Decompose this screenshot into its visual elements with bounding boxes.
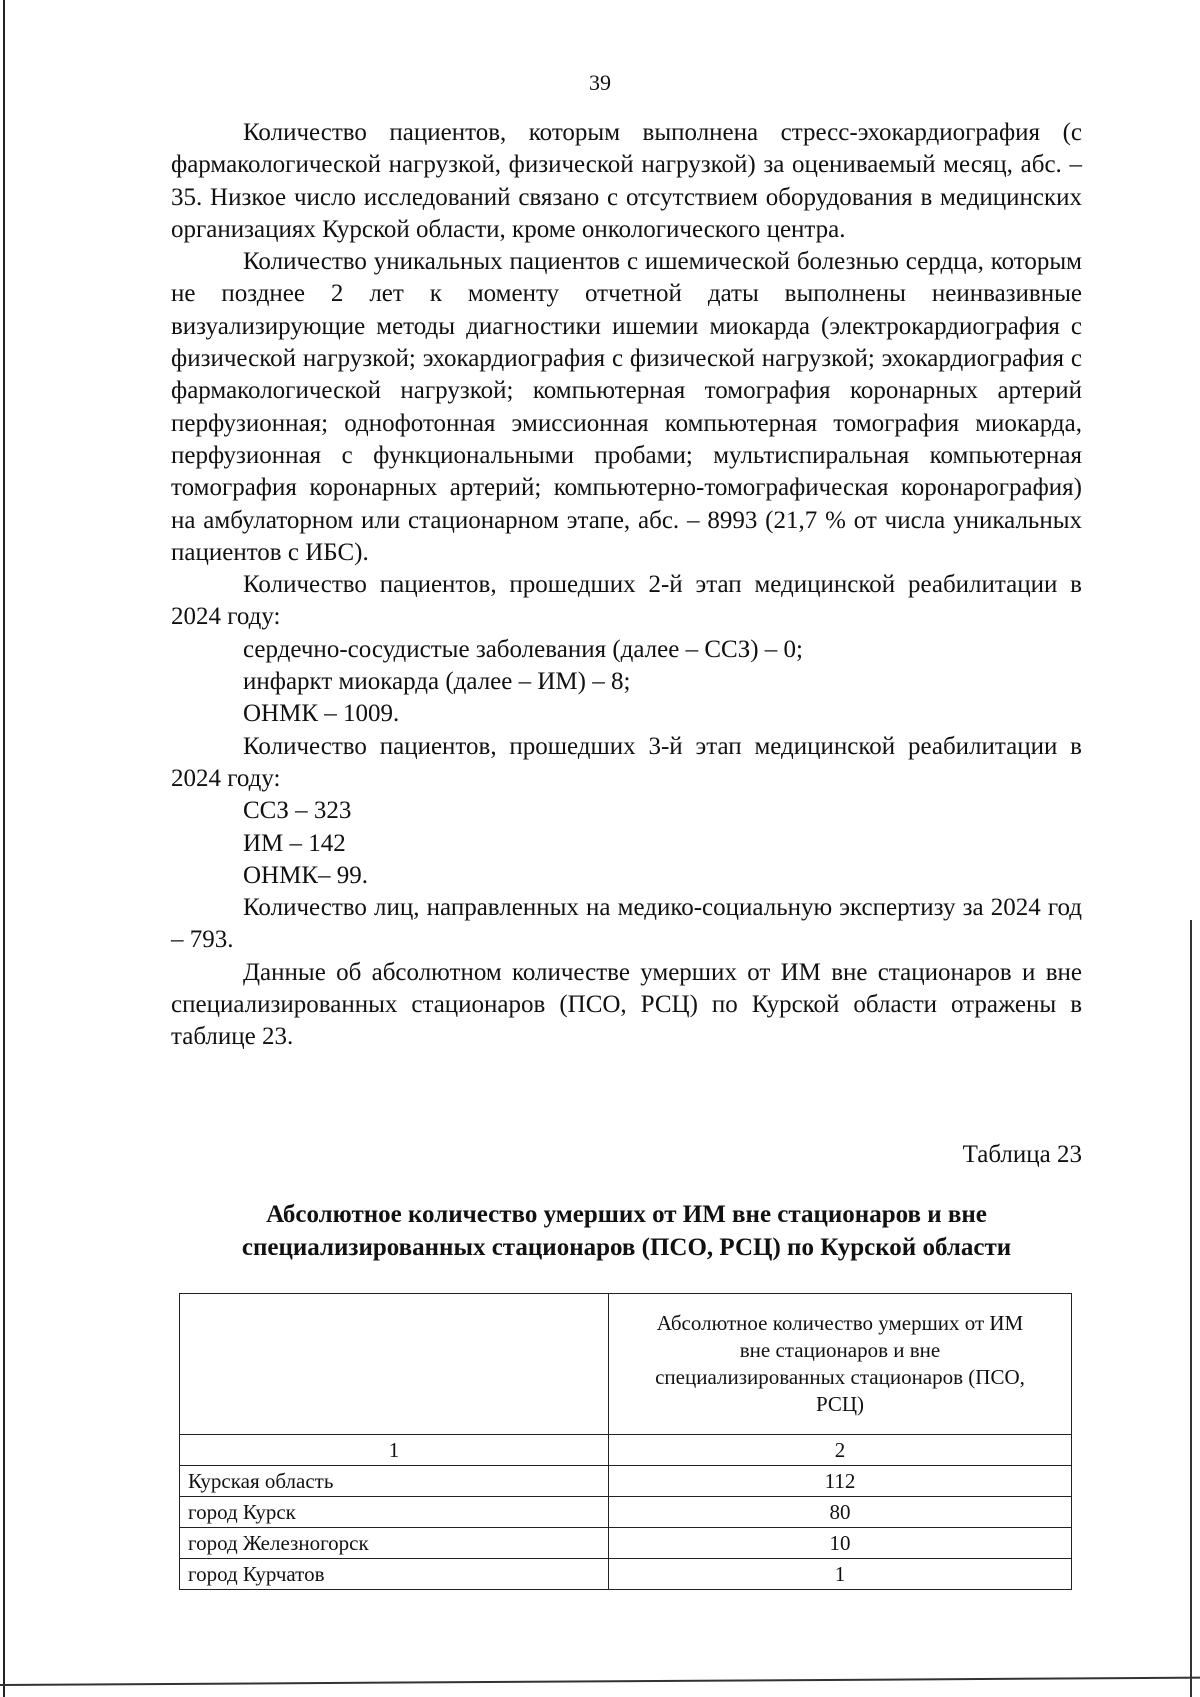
table-cell-region: Курская область: [180, 1466, 609, 1497]
paragraph: Количество уникальных пациентов с ишемической болезнью сердца, которым не позднее 2 лет к моменту отчетной даты выполнены неинвазивные визуализирующие методы диагностики ишемии миокарда (электрокардиография с физической нагрузкой; эхокардиография с физической нагрузкой; эхокардиография с фармакологической нагрузкой; компьютерная томография коронарных артерий перфузионная; однофотонная эмиссионная компьютерная томография миокарда, перфузионная с функциональными пробами; мультиспиральная компьютерная томография коронарных артерий; компьютерно-томографическая коронарография) на амбулаторном или стационарном этапе, абс. – 8993 (21,7 % от числа уникальных пациентов с ИБС).: [171, 248, 1082, 566]
page-number: 39: [589, 70, 611, 95]
table-column-number: 2: [609, 1435, 1072, 1466]
paragraph: Количество пациентов, прошедших 3-й этап медицинской реабилитации в 2024 году:: [171, 732, 1082, 792]
table-row: [180, 1497, 1072, 1528]
table-row: [180, 1466, 1072, 1497]
table-cell-region: город Курчатов: [180, 1559, 609, 1590]
list-item: инфаркт миокарда (далее – ИМ) – 8;: [243, 668, 631, 696]
table-cell-region: город Железногорск: [180, 1528, 609, 1559]
page-edge-right: [1190, 920, 1192, 1697]
paragraph: Количество пациентов, которым выполнена стресс-эхокардиография (с фармакологической нагрузкой, физической нагрузкой) за оцениваемый месяц, абс. – 35. Низкое число исследований связано с отсутствием оборудования в медицинских организациях Курской области, кроме онкологического центра.: [171, 119, 1082, 243]
table-column-numbers-row: [180, 1435, 1072, 1466]
body-text: [171, 117, 1082, 1054]
page-edge-left: [3, 0, 5, 1697]
table-header-cell: Абсолютное количество умерших от ИМ вне стационаров и вне специализированных стационаров (ПСО, РСЦ): [609, 1294, 1072, 1435]
table-title: Абсолютное количество умерших от ИМ вне стационаров и вне специализированных стационаров (ПСО, РСЦ) по Курской области: [241, 1201, 1012, 1261]
table-cell-value: 10: [609, 1528, 1072, 1559]
table-header-cell: [180, 1294, 609, 1435]
list-item: ОНМК– 99.: [243, 861, 369, 889]
list-item: ССЗ – 323: [243, 797, 352, 825]
table-cell-value: 112: [609, 1466, 1072, 1497]
list-item: ОНМК – 1009.: [243, 700, 400, 728]
table-caption: Таблица 23: [962, 1141, 1082, 1168]
list-item: сердечно-сосудистые заболевания (далее – ССЗ) – 0;: [243, 635, 803, 663]
table-cell-value: 80: [609, 1497, 1072, 1528]
table-header-row: [180, 1294, 1072, 1435]
paragraph: Количество пациентов, прошедших 2-й этап медицинской реабилитации в 2024 году:: [171, 571, 1082, 631]
table-column-number: 1: [180, 1435, 609, 1466]
table-row: [180, 1528, 1072, 1559]
paragraph: Данные об абсолютном количестве умерших от ИМ вне стационаров и вне специализированных стационаров (ПСО, РСЦ) по Курской области отражены в таблице 23.: [171, 958, 1082, 1051]
list-item: ИМ – 142: [243, 829, 346, 857]
table-row: [180, 1559, 1072, 1590]
page-edge-bottom: [0, 1677, 1200, 1686]
data-table: [179, 1293, 1072, 1590]
table-cell-region: город Курск: [180, 1497, 609, 1528]
paragraph: Количество лиц, направленных на медико-социальную экспертизу за 2024 год – 793.: [171, 894, 1082, 954]
table-cell-value: 1: [609, 1559, 1072, 1590]
